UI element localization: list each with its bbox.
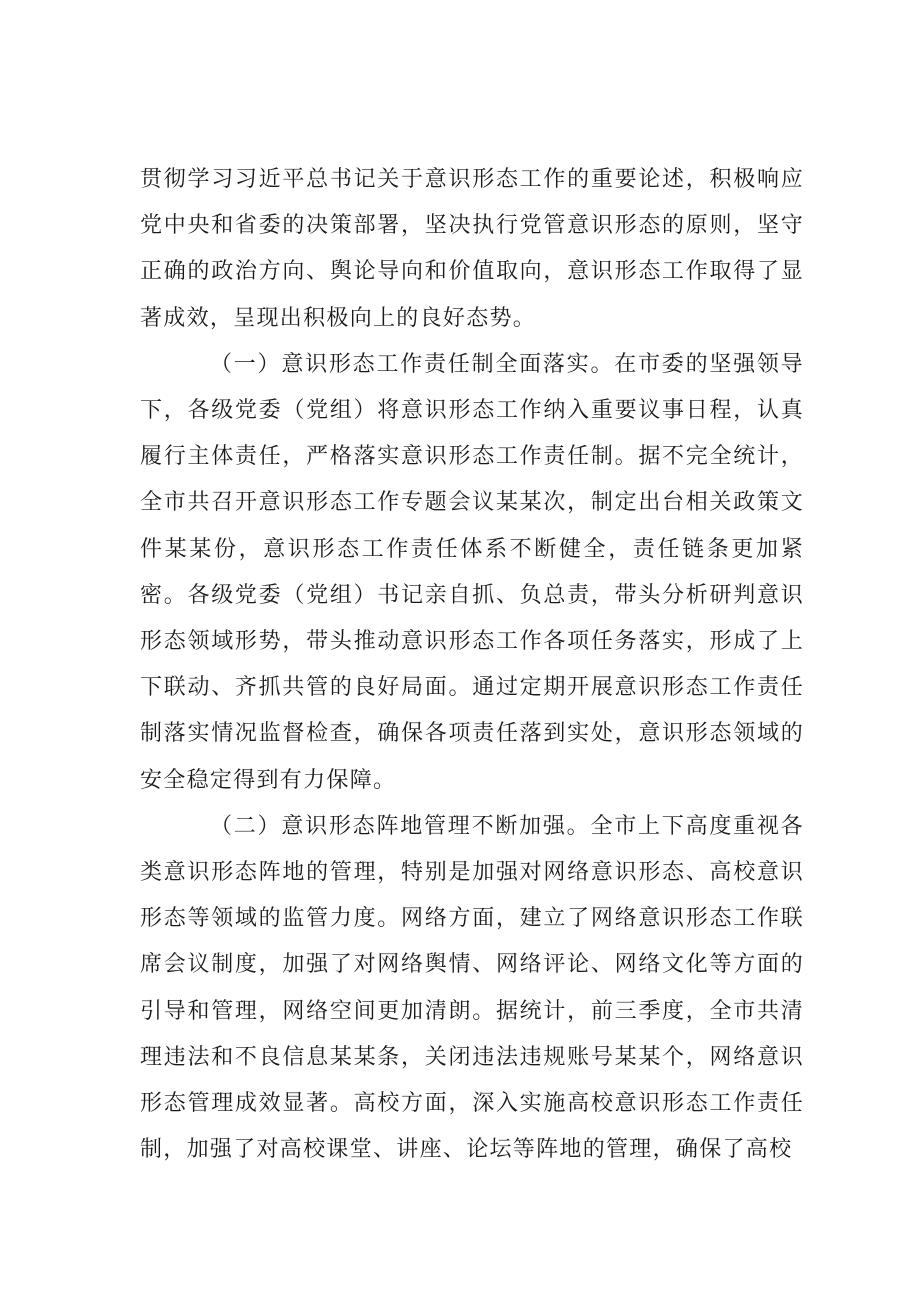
- paragraph-continuation: 贯彻学习习近平总书记关于意识形态工作的重要论述，积极响应党中央和省委的决策部署，坚决执行党管意识形态的原则，坚守正确的政治方向、舆论导向和价值取向，意识形态工作取得了显著成效，呈现出积极向上的良好态势。: [140, 167, 804, 331]
- paragraph-section-two: （二）意识形态阵地管理不断加强。全市上下高度重视各类意识形态阵地的管理，特别是加强对网络意识形态、高校意识形态等领域的监管力度。网络方面，建立了网络意识形态工作联席会议制度，加强了对网络舆情、网络评论、网络文化等方面的引导和管理，网络空间更加清朗。据统计，前三季度，全市共清理违法和不良信息某某条，关闭违法违规账号某某个，网络意识形态管理成效显著。高校方面，深入实施高校意识形态工作责任制，加强了对高校课堂、讲座、论坛等阵地的管理，确保了高校: [140, 813, 804, 1163]
- paragraph-section-one: （一）意识形态工作责任制全面落实。在市委的坚强领导下，各级党委（党组）将意识形态工作纳入重要议事日程，认真履行主体责任，严格落实意识形态工作责任制。据不完全统计，全市共召开意识形态工作专题会议某某次，制定出台相关政策文件某某份，意识形态工作责任体系不断健全，责任链条更加紧密。各级党委（党组）书记亲自抓、负总责，带头分析研判意识形态领域形势，带头推动意识形态工作各项任务落实，形成了上下联动、齐抓共管的良好局面。通过定期开展意识形态工作责任制落实情况监督检查，确保各项责任落到实处，意识形态领域的安全稳定得到有力保障。: [140, 351, 804, 793]
- document-body: [140, 157, 804, 1173]
